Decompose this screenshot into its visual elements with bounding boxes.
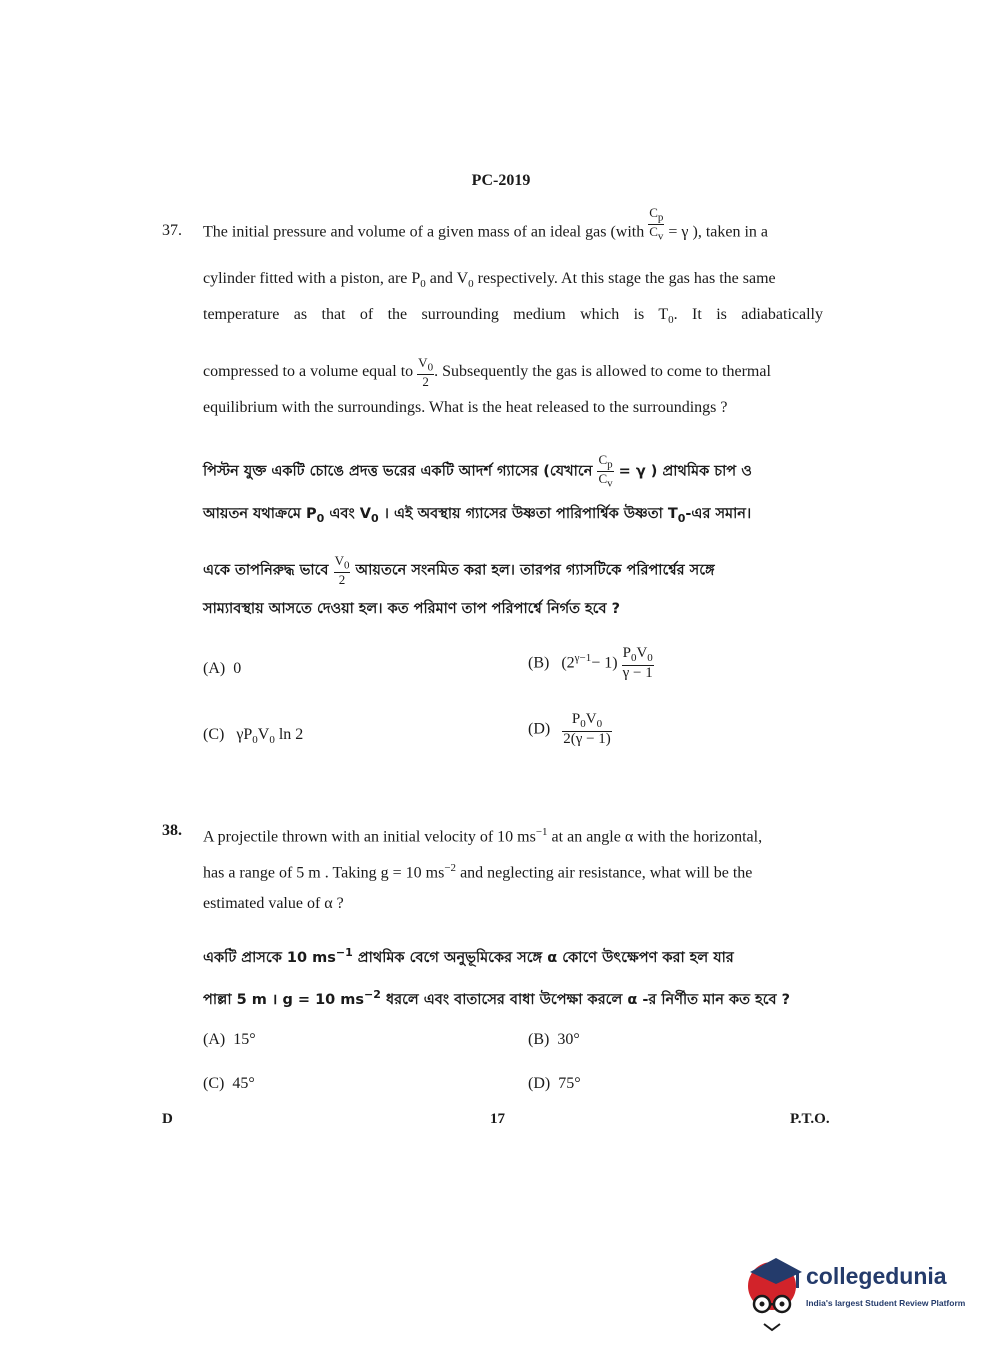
v0-over-2-fraction: $\frac{V_0}{2}$	[418, 355, 434, 390]
collegedunia-logo	[742, 1248, 982, 1338]
q37-en-line-2: cylinder fitted with a piston, are $P_0$ and $V_0$ respectively. At this stage the gas has the same	[203, 270, 776, 291]
q37-bn-line-3: একে তাপনিরুদ্ধ ভাবে $\frac{V_0}{2}$ আয়তনে সংনমিত করা হল। তারপর গ্যাসটিকে পরিপার্শ্বের সঙ্গে	[203, 553, 715, 588]
brand-name: collegedunia	[806, 1263, 947, 1289]
page-number: 17	[490, 1111, 505, 1127]
question-38-number: 38.	[162, 822, 182, 839]
brand-tagline: India's largest Student Review Platform	[806, 1298, 966, 1308]
option-d-fraction: $\frac{P_0V_0}{2(\gamma - 1)}$	[563, 711, 611, 747]
q37-option-d[interactable]: (D) $\frac{P_0V_0}{2(\gamma - 1)}$	[528, 711, 611, 747]
q37-option-a[interactable]: (A) 0	[203, 660, 242, 677]
mascot-icon	[742, 1248, 806, 1334]
q38-option-a[interactable]: (A) 15°	[203, 1031, 256, 1048]
option-b-fraction: $\frac{P_0V_0}{\gamma - 1}$	[622, 645, 653, 681]
please-turn-over: P.T.O.	[790, 1111, 830, 1127]
paper-code: PC-2019	[471, 172, 531, 189]
q37-option-b[interactable]: (B) $(2^{\gamma-1}- 1)$ $\frac{P_0V_0}{\gamma - 1}$	[528, 645, 653, 681]
footer-set-code: D	[162, 1111, 173, 1127]
q37-en-line-1: The initial pressure and volume of a given mass of an ideal gas (with $\frac{C_p}{C_v}$ = γ ), taken in a	[203, 205, 769, 243]
q37-bn-line-4: সাম্যাবস্থায় আসতে দেওয়া হল। কত পরিমাণ তাপ পরিপার্শ্বে নির্গত হবে ?	[203, 601, 621, 617]
q38-option-c[interactable]: (C) 45°	[203, 1075, 255, 1092]
q38-en-line-1: A projectile thrown with an initial velocity of 10 $ms^{-1}$ at an angle α with the horizontal,	[203, 826, 763, 846]
q38-option-b[interactable]: (B) 30°	[528, 1031, 580, 1048]
q37-bn-line-2: আয়তন যথাক্রমে $P_0$ এবং $V_0$ । এই অবস্থায় গ্যাসের উষ্ণতা পারিপার্শ্বিক উষ্ণতা $T_0-এর$ সমান।	[203, 506, 752, 525]
q37-en-line-5: equilibrium with the surroundings. What is the heat released to the surroundings ?	[203, 399, 728, 416]
question-37-number: 37.	[162, 222, 182, 239]
bn-cp-cv-fraction: $\frac{C_p}{C_v}$	[598, 452, 613, 490]
q38-en-line-2: has a range of 5 m . Taking g = 10 $ms^{-2}$ and neglecting air resistance, what will be the	[203, 862, 753, 882]
q37-option-c[interactable]: (C) $\gamma P_0V_0$ ln 2	[203, 726, 304, 747]
q37-en-line-3: temperature as that of the surrounding medium which is $T_0$. It is adiabatically	[203, 306, 823, 327]
q38-option-d[interactable]: (D) 75°	[528, 1075, 581, 1092]
q38-bn-line-2: পাল্লা 5 m । g = 10 $ms^{-2}$ ধরলে এবং বাতাসের বাধা উপেক্ষা করলে α -র নির্ণীত মান কত হবে ?	[203, 988, 791, 1008]
q38-bn-line-1: একটি প্রাসকে 10 $ms^{-1}$ প্রাথমিক বেগে অনুভূমিকের সঙ্গে α কোণে উৎক্ষেপণ করা হল যার	[203, 946, 734, 966]
bn-v0-over-2-fraction: $\frac{V_0}{2}$	[334, 553, 350, 588]
q38-en-line-3: estimated value of α ?	[203, 895, 344, 912]
q37-en-line-4: compressed to a volume equal to $\frac{V_0}{2}$ . Subsequently the gas is allowed to come to thermal	[203, 355, 771, 390]
q37-bn-line-1: পিস্টন যুক্ত একটি চোঙে প্রদত্ত ভরের একটি আদর্শ গ্যাসের (যেখানে $\frac{C_p}{C_v}$ = γ ) প্রাথমিক চাপ ও	[203, 452, 752, 490]
cp-cv-fraction: $\frac{C_p}{C_v}$	[649, 205, 664, 243]
